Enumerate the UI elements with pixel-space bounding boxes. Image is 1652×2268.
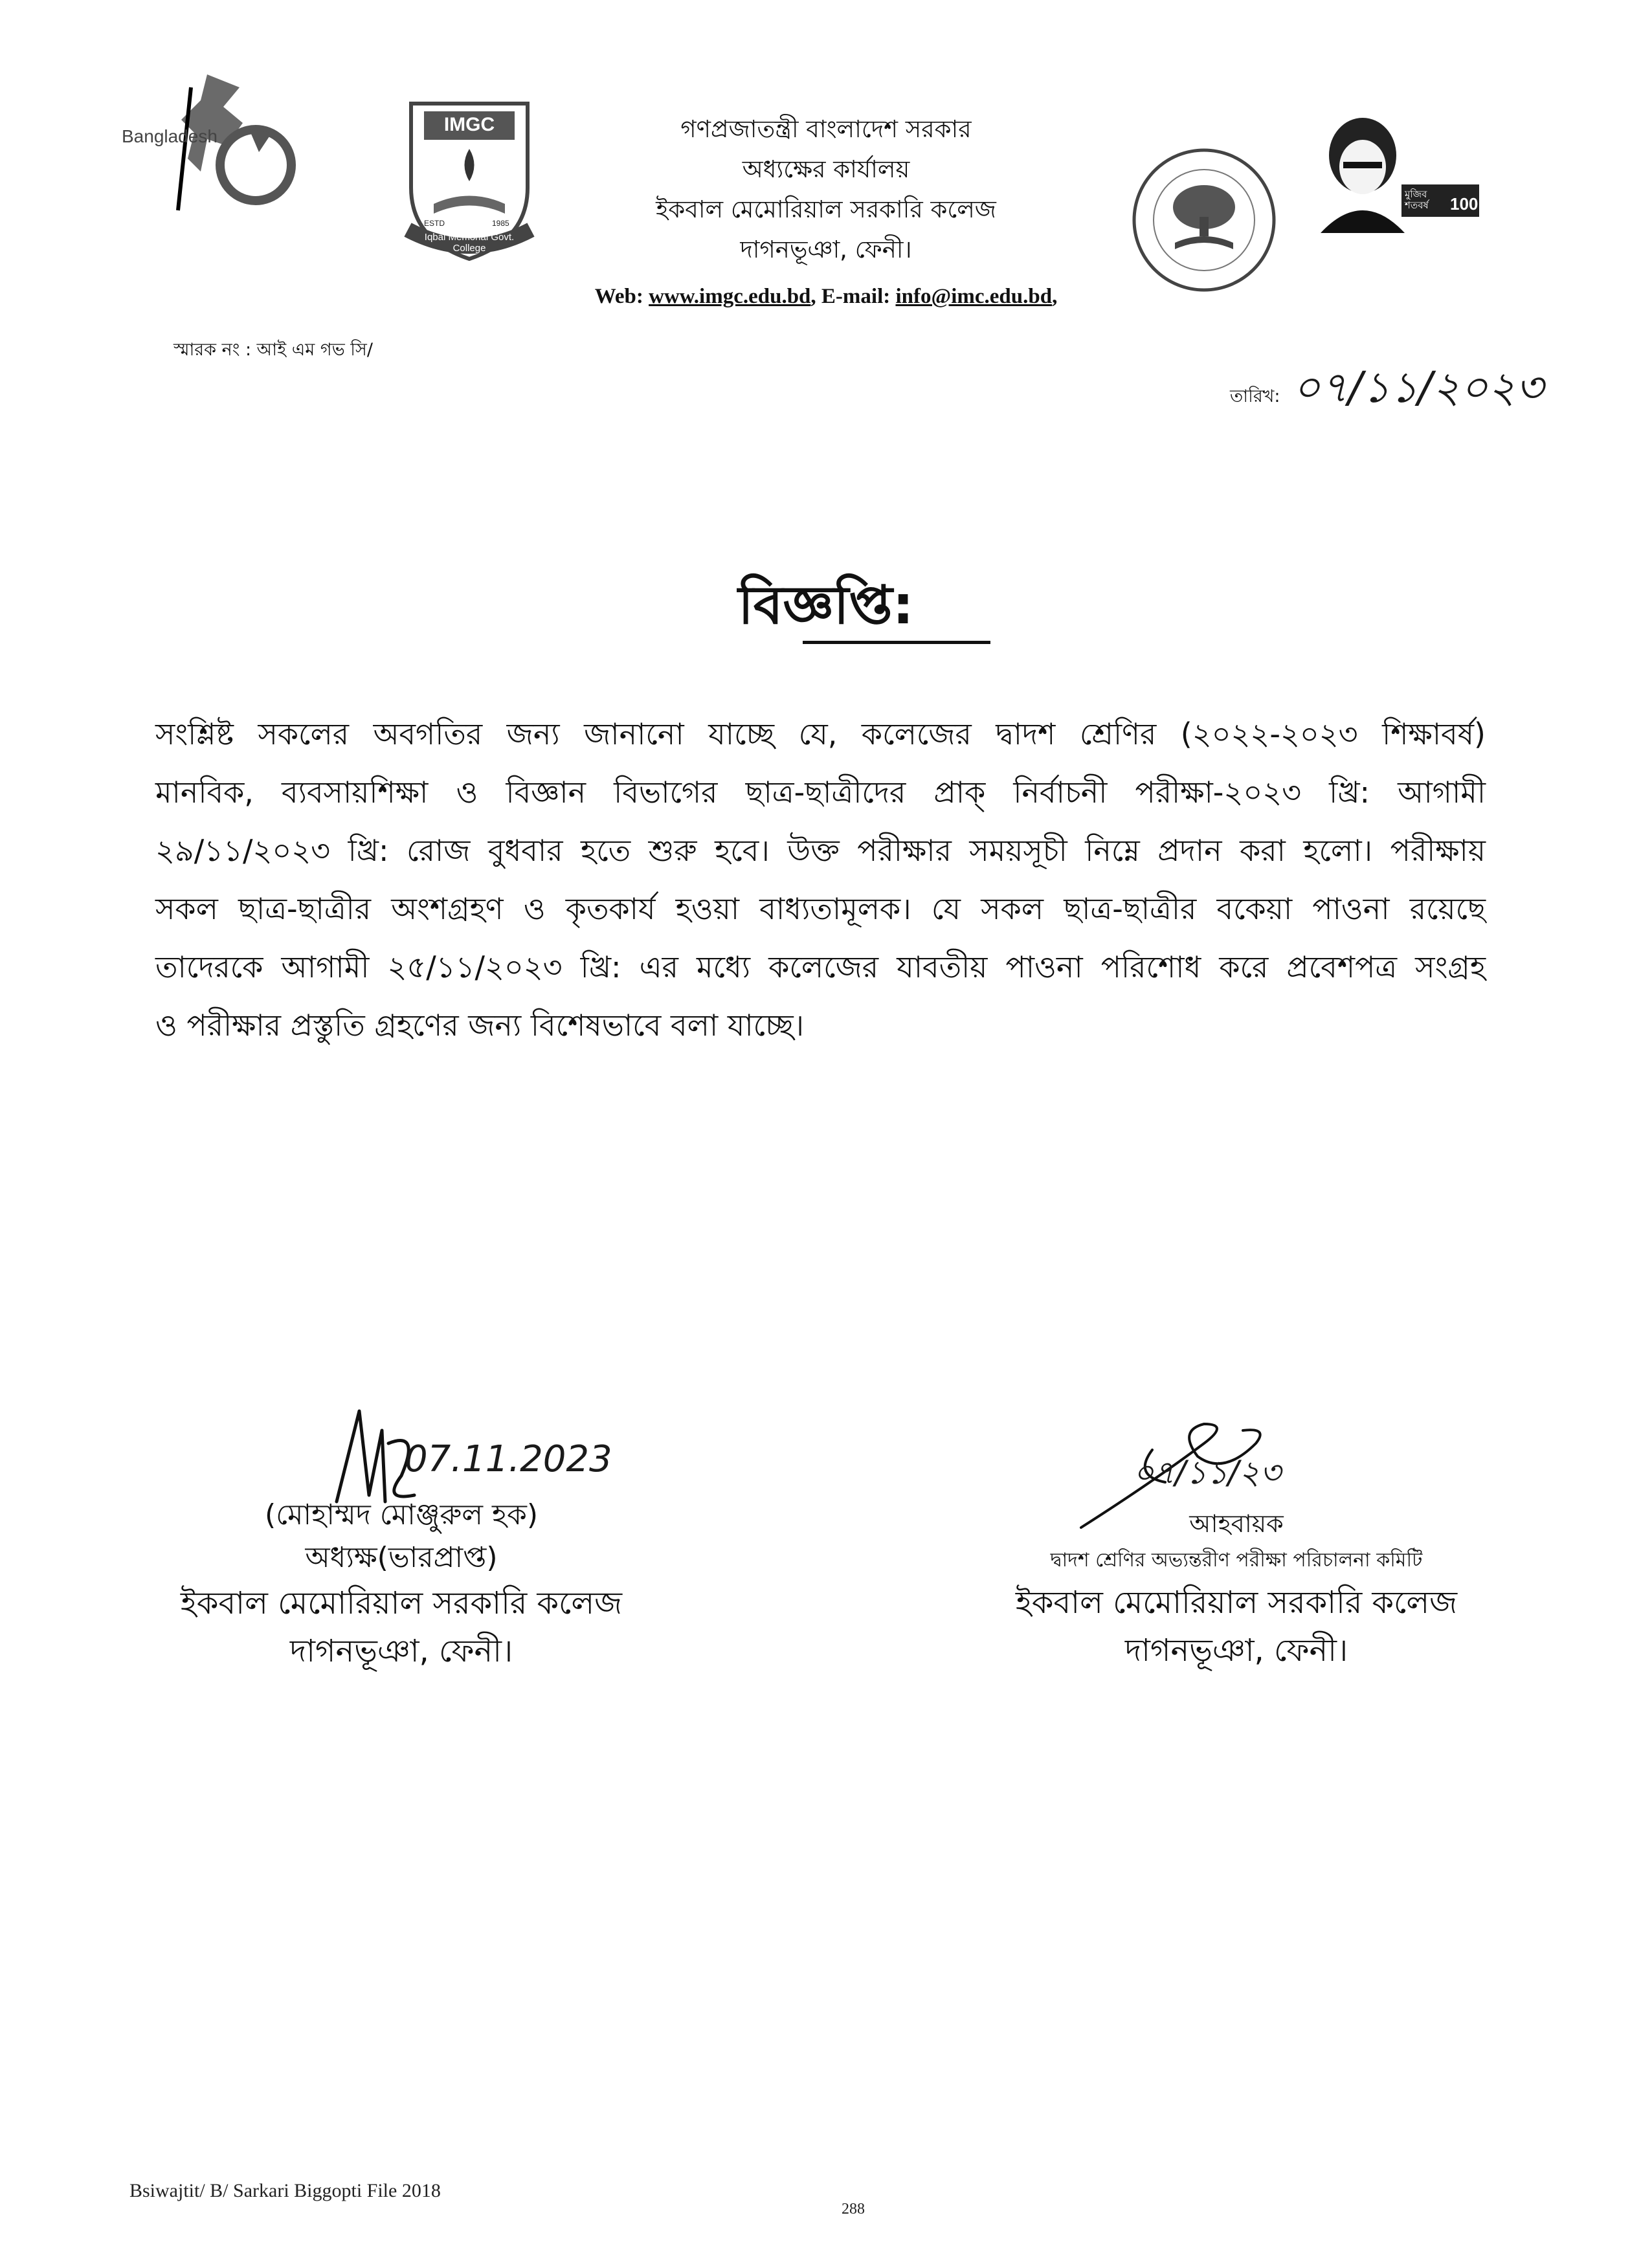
- principal-block: [162, 1494, 641, 1675]
- memo-ref-value: : আই এম গভ সি/: [245, 340, 373, 360]
- page-number: 288: [842, 2201, 865, 2218]
- body-line-5: তাদেরকে আগামী ২৫/১১/২০২৩ খ্রি: এর মধ্যে কলেজের যাবতীয় পাওনা পরিশোধ করে প্রবেশপত্র সংগ্রহ: [155, 950, 1486, 984]
- notice-title: বিজ্ঞপ্তি:: [738, 575, 914, 636]
- bangladesh-logo-text: Bangladesh: [122, 126, 218, 146]
- body-line-3: ২৯/১১/২০২৩ খ্রি: রোজ বুধবার হতে শুরু হবে। উক্ত পরীক্ষার সময়সূচী নিম্নে প্রদান করা হলো। পরীক্ষায়: [155, 833, 1486, 868]
- header-office: অধ্যক্ষের কার্যালয়: [742, 155, 910, 183]
- header-location: দাগনভূঞা, ফেনী।: [740, 236, 912, 263]
- memo-ref-label: স্মারক নং: [173, 340, 240, 360]
- date-value: ০৭/১১/২০২৩: [1292, 362, 1544, 412]
- college-logo-abbr: IMGC: [443, 114, 495, 135]
- college-logo-year: 1985: [492, 219, 509, 228]
- date-label: তারিখ:: [1230, 386, 1280, 406]
- email-label: , E-mail:: [810, 285, 891, 308]
- body-line-6: ও পরীক্ষার প্রস্তুতি গ্রহণের জন্য বিশেষভাবে বলা যাচ্ছে।: [155, 1008, 805, 1043]
- mujib-logo-number: 100: [1450, 194, 1479, 214]
- college-logo-estd: ESTD: [424, 219, 445, 228]
- body-line-4: সকল ছাত্র-ছাত্রীর অংশগ্রহণ ও কৃতকার্য হওয়া বাধ্যতামূলক। যে সকল ছাত্র-ছাত্রীর বকেয়া পাওনা রয়েছে: [155, 891, 1486, 926]
- convener-committee: দ্বাদশ শ্রেণির অভ্যন্তরীণ পরীক্ষা পরিচালনা কমিটি: [1050, 1549, 1423, 1572]
- web-label: Web:: [594, 285, 643, 308]
- principal-name: (মোহাম্মদ মোঞ্জুরুল হক): [264, 1498, 539, 1531]
- email-link[interactable]: info@imc.edu.bd: [895, 285, 1053, 308]
- email-suffix: ,: [1052, 285, 1058, 308]
- header-college: ইকবাল মেমোরিয়াল সরকারি কলেজ: [656, 195, 996, 223]
- principal-location: দাগনভূঞা, ফেনী।: [289, 1633, 513, 1669]
- memo-reference: [173, 337, 373, 366]
- convener-institution: ইকবাল মেমোরিয়াল সরকারি কলেজ: [1015, 1584, 1458, 1621]
- body-line-2: মানবিক, ব্যবসায়শিক্ষা ও বিজ্ঞান বিভাগের ছাত্র-ছাত্রীদের প্রাক্ নির্বাচনী পরীক্ষা-২০২৩ খ্রি: আগামী: [155, 775, 1486, 810]
- header-government: গণপ্রজাতন্ত্রী বাংলাদেশ সরকার: [680, 115, 972, 143]
- college-logo-caption: Iqbal Memorial Govt. College: [424, 232, 515, 254]
- memo-date: [1230, 355, 1543, 426]
- footer-file-reference: Bsiwajtit/ B/ Sarkari Biggopti File 2018: [129, 2180, 441, 2201]
- convener-location: দাগনভূঞা, ফেনী।: [1124, 1632, 1348, 1669]
- web-link[interactable]: www.imgc.edu.bd: [649, 285, 811, 308]
- title-underline: [803, 641, 990, 644]
- principal-institution: ইকবাল মেমোরিয়াল সরকারি কলেজ: [180, 1585, 623, 1621]
- body-line-1: সংশ্লিষ্ট সকলের অবগতির জন্য জানানো যাচ্ছে যে, কলেজের দ্বাদশ শ্রেণির (২০২২-২০২৩ শিক্ষাবর্ষ): [155, 717, 1486, 751]
- principal-designation: অধ্যক্ষ(ভারপ্রাপ্ত): [305, 1541, 498, 1574]
- header-contact: [0, 285, 1652, 309]
- principal-sign-date: 07.11.2023: [405, 1438, 612, 1480]
- convener-role: আহবায়ক: [1189, 1509, 1284, 1538]
- convener-block: [945, 1505, 1528, 1674]
- mujib-logo-text: মুজিব শতবর্ষ: [1405, 188, 1429, 211]
- convener-sign-date: ০৭/১১/২৩: [1133, 1454, 1281, 1491]
